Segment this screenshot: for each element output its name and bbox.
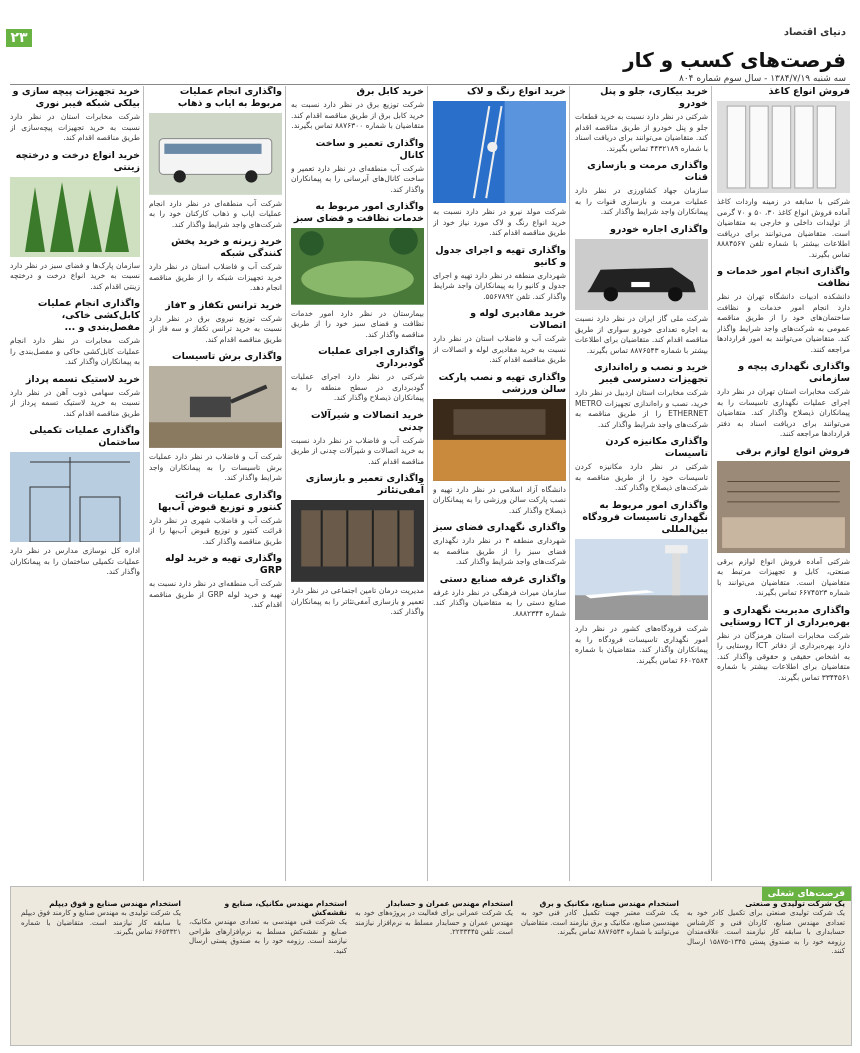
column-1	[717, 86, 850, 881]
ad-item	[575, 436, 708, 494]
ad-item	[717, 605, 850, 684]
ad-body: شرکت آب منطقه‌ای در نظر دارد تعمیر و ساخت کانال‌های آبرسانی را به پیمانکاران واگذار کند.	[291, 163, 424, 194]
column-divider	[143, 86, 144, 881]
ad-title: واگذاری انجام عملیات مربوط به ایاب و ذهاب	[177, 86, 282, 109]
ad-body: شرکت آب و فاضلاب در نظر دارد نسبت به خرید اتصالات و شیرآلات چدنی از طریق مناقصه اقدام کند.	[291, 435, 424, 466]
ad-title: فروش انواع کاغذ	[768, 86, 850, 97]
ad-item	[717, 361, 850, 440]
ad-item	[10, 425, 140, 578]
ad-item	[10, 150, 140, 293]
ad-body: سازمان پارک‌ها و فضای سبز در نظر دارد نسبت به خرید انواع درخت و درختچه زینتی اقدام کند.	[10, 260, 140, 291]
ad-title: واگذاری عملیات تکمیلی ساختمان	[29, 425, 140, 448]
airport-photo	[575, 539, 708, 621]
ad-body: سازمان جهاد کشاورزی در نظر دارد عملیات مرمت و بازسازی قنوات را به پیمانکاران واجد شرایط واگذار کند.	[575, 186, 708, 216]
factory-photo	[717, 461, 850, 553]
brand-name: دنیای اقتصاد	[783, 27, 846, 38]
job-title: استخدام مهندس مکانیک، صنایع و نقشه‌کش	[224, 899, 347, 917]
ad-body: شرکت مولد نیرو در نظر دارد نسبت به خرید انواع رنگ و لاک مورد نیاز خود از طریق مناقصه اقدام کند.	[433, 207, 566, 238]
ad-body: شرکتی در نظر دارد اجرای عملیات گودبرداری در سطح منطقه را به پیمانکاران ذیصلاح واگذار کند.	[291, 372, 424, 403]
ad-item	[149, 351, 282, 483]
ad-title: خرید کابل برق	[356, 86, 424, 97]
ad-item	[291, 473, 424, 617]
ad-title: خرید لاستیک تسمه پرداز	[25, 373, 140, 385]
classified-column	[189, 899, 347, 1043]
classified-jobs-box	[10, 886, 852, 1046]
column-divider	[427, 86, 428, 881]
ad-item	[291, 86, 424, 132]
ad-item	[433, 245, 566, 303]
ad-body: شرکت ملی گاز ایران در نظر دارد نسبت به اجاره تعدادی خودرو سواری از طریق مناقصه اقدام کند. متقاضیان برای اطلاعات بیشتر با شماره ۸۸۷۶۵۴۳ تماس بگیرند.	[575, 314, 708, 355]
page-number-tab: ۲۳	[6, 29, 32, 47]
job-title: یک شرکت تولیدی و صنعتی	[745, 899, 845, 908]
classified-column	[687, 899, 845, 1043]
ad-body: بیمارستان در نظر دارد امور خدمات نظافت و فضای سبز خود را از طریق مناقصه واگذار کند.	[291, 308, 424, 339]
classified-column	[521, 899, 679, 1043]
ad-item	[575, 362, 708, 430]
job-body: یک شرکت تولیدی صنعتی برای تکمیل کادر خود به تعدادی مهندس صنایع، کاردان فنی و کارشناس حسابداری با سابقه کار نیازمند است. علاقه‌مندان رزومه خود را به صندوق پستی ۱۳۴۵-۱۵۸۷۵ ارسال کنند.	[687, 909, 845, 955]
interior-photo	[291, 500, 424, 582]
ad-item	[433, 372, 566, 516]
ad-body: شرکت آب و فاضلاب استان در نظر دارد نسبت به خرید مقادیری لوله و اتصالات از طریق مناقصه اقدام کند.	[433, 334, 566, 365]
ad-item	[575, 224, 708, 357]
job-title: استخدام مهندس صنایع و فوق دیپلم	[49, 899, 181, 908]
ad-title: خرید انواع درخت و درختچه زینتی	[15, 149, 140, 173]
painter-photo	[433, 101, 566, 203]
ad-body: اداره کل نوسازی مدارس در نظر دارد عملیات تکمیلی ساختمان را به پیمانکاران واگذار کند.	[10, 546, 140, 576]
ad-title: خرید انواع رنگ و لاک	[466, 86, 566, 97]
job-body: یک شرکت تولیدی به مهندس صنایع و کارمند فوق دیپلم با سابقه کار نیازمند است. متقاضیان با شماره ۶۶۵۴۳۲۱ تماس بگیرند.	[21, 909, 181, 936]
column-5	[149, 86, 282, 881]
ad-item	[10, 86, 140, 144]
classified-column	[21, 899, 181, 1043]
ad-body: شرکت مخابرات استان تهران در نظر دارد اجرای عملیات نگهداری تاسیسات را به پیمانکاران ذیصلاح واگذار کند. متقاضیان می‌توانند برای دریافت اسناد به دفتر قراردادها مراجعه کنند.	[717, 387, 850, 439]
ad-item	[149, 553, 282, 611]
ad-title: واگذاری مرمت و بازسازی قنات	[587, 160, 708, 183]
ad-title: واگذاری اجاره خودرو	[609, 223, 708, 235]
column-2	[575, 86, 708, 881]
ad-item	[575, 500, 708, 667]
ad-body: دانشگاه آزاد اسلامی در نظر دارد تهیه و نصب پارکت سالن ورزشی را به پیمانکاران ذیصلاح واگذار کند.	[433, 484, 566, 515]
ad-title: واگذاری نگهداری پیچه و سازمانی	[738, 361, 850, 385]
ad-body: شهرداری منطقه ۳ در نظر دارد نگهداری فضای سبز را از طریق مناقصه به شرکت‌های واجد شرایط واگذار کند.	[433, 536, 566, 567]
ad-title: واگذاری مکانیزه کردن تاسیسات	[605, 436, 708, 460]
job-title: استخدام مهندس عمران و حسابدار	[386, 899, 513, 908]
ad-item	[433, 86, 566, 239]
ad-body: شرکت مخابرات استان هرمزگان در نظر دارد بهره‌برداری از دفاتر ICT روستایی را به اشخاص حقیقی و حقوقی واگذار کند. متقاضیان برای اطلاعات بیشتر با شماره ۳۳۴۴۵۶۱ تماس بگیرند.	[717, 630, 850, 682]
ad-body: شرکت آب منطقه‌ای در نظر دارد نسبت به تهیه و خرید لوله GRP از طریق مناقصه اقدام کند.	[149, 579, 282, 610]
ad-body: شرکت مخابرات استان در نظر دارد نسبت به خرید تجهیزات پیچه‌سازی از طریق مناقصه اقدام کند.	[10, 112, 140, 142]
ad-item	[10, 298, 140, 368]
ad-title: خرید و نصب و راه‌اندازی تجهیزات دسترسی فیبر	[594, 362, 708, 386]
column-4	[291, 86, 424, 881]
ad-title: واگذاری امور مربوط به نگهداری تاسیسات فرودگاه بین‌المللی	[582, 499, 708, 535]
header-rule	[10, 84, 850, 85]
construction-photo	[10, 452, 140, 542]
paper-rolls-photo	[717, 101, 850, 193]
ad-body: شرکت آب و فاضلاب استان در نظر دارد خرید تجهیزات شبکه را از طریق مناقصه انجام دهد.	[149, 262, 282, 293]
ads-columns	[10, 86, 850, 881]
ad-body: سازمان میراث فرهنگی در نظر دارد غرفه صنایع دستی را به متقاضیان واگذار کند. شماره ۸۸۸۲۳۴۴.	[433, 587, 566, 618]
ad-body: شرکت سهامی ذوب آهن در نظر دارد نسبت به خرید لاستیک تسمه پرداز از طریق مناقصه اقدام کند.	[10, 387, 140, 418]
ad-title: خرید زیرنه و خرید پخش کنندگی شبکه	[171, 236, 282, 260]
ad-item	[149, 86, 282, 230]
ad-title: واگذاری عملیات قرائت کنتور و توزیع قبوض آب‌بها	[158, 489, 282, 513]
ad-item	[10, 374, 140, 420]
ad-item	[575, 160, 708, 218]
ad-item	[291, 138, 424, 196]
ad-body: شرکتی در نظر دارد نسبت به خرید قطعات جلو و پنل خودرو از طریق مناقصه اقدام کند. متقاضیان می‌توانند برای دریافت اسناد با شماره ۴۴۳۲۱۸۹ تماس بگیرند.	[575, 112, 708, 153]
ad-item	[433, 308, 566, 366]
ad-item	[291, 410, 424, 468]
page-title: فرصت‌های کسب و کار	[623, 48, 846, 72]
ad-body: شرکت آب و فاضلاب در نظر دارد عملیات برش تاسیسات را به پیمانکاران واجد شرایط واگذار کند.	[149, 452, 282, 483]
ad-item	[149, 490, 282, 548]
ad-body: دانشکده ادبیات دانشگاه تهران در نظر دارد انجام امور خدمات و نظافت ساختمان‌های خود را از طریق مناقصه عمومی به شرکت‌های واجد شرایط واگذار کند. متقاضیان می‌توانند به امور قراردادها مراجعه کنند.	[717, 292, 850, 354]
ad-title: خرید مقادیری لوله و اتصالات	[470, 308, 566, 332]
ad-item	[433, 574, 566, 620]
ad-item	[717, 266, 850, 355]
ad-title: واگذاری برش تاسیسات	[172, 351, 282, 363]
golf-course-photo	[291, 228, 424, 305]
dateline: سه شنبه ۱۳۸۴/۷/۱۹ - سال سوم شماره ۸۰۴	[679, 74, 846, 84]
gym-photo	[433, 399, 566, 481]
column-divider	[711, 86, 712, 881]
column-divider	[569, 86, 570, 881]
ad-item	[149, 236, 282, 294]
ad-item	[291, 346, 424, 404]
ad-item	[433, 522, 566, 568]
ad-title: واگذاری امور مربوط به خدمات نظافت و فضای سبز	[293, 201, 424, 224]
ad-title: واگذاری اجرای عملیات گودبرداری	[318, 346, 424, 370]
car-photo	[575, 239, 708, 311]
excavator-photo	[149, 366, 282, 448]
column-divider	[285, 86, 286, 881]
ad-title: خرید اتصالات و شیرآلات چدنی	[310, 409, 424, 433]
ad-body: شرکت مخابرات در نظر دارد انجام عملیات کابل‌کشی خاکی و مفصل‌بندی را به پیمانکاران واگذار کند.	[10, 336, 140, 366]
ad-title: واگذاری مدیریت نگهداری و بهره‌برداری از ICT روستایی	[719, 604, 850, 628]
classified-label: فرصت‌های شغلی	[762, 887, 851, 901]
column-3	[433, 86, 566, 881]
ad-title: واگذاری تهیه و نصب پارکت سالن ورزشی	[438, 371, 566, 395]
ad-body: شرکت فرودگاه‌های کشور در نظر دارد امور نگهداری تاسیسات فرودگاه را به پیمانکاران واگذار کند. متقاضیان با شماره ۶۶۰۲۵۸۴ تماس بگیرند.	[575, 624, 708, 665]
ad-title: واگذاری غرفه صنایع دستی	[439, 573, 566, 585]
bus-photo	[149, 113, 282, 195]
job-body: یک شرکت فنی مهندسی به تعدادی مهندس مکانیک، صنایع و نقشه‌کش مسلط به نرم‌افزارهای طراحی نیازمند است. رزومه خود را به صندوق پستی ارسال کنید.	[189, 918, 347, 955]
job-body: یک شرکت معتبر جهت تکمیل کادر فنی خود به مهندسین صنایع، مکانیک و برق نیازمند است. متقاضیان می‌توانند با شماره ۸۸۷۶۵۴۳ تماس بگیرند.	[521, 909, 679, 936]
ad-title: واگذاری تهیه و اجرای جدول و کانیو	[435, 244, 566, 268]
ad-title: خرید ترانس تکفاز و ۳فاز	[165, 299, 282, 311]
ad-item	[149, 300, 282, 346]
ad-title: واگذاری نگهداری فضای سبز	[433, 522, 566, 534]
ad-body: شرکت توزیع برق در نظر دارد نسبت به خرید کابل برق از طریق مناقصه اقدام کند. متقاضیان با شماره ۸۸۷۶۳۰۰ تماس بگیرند.	[291, 100, 424, 130]
ad-title: واگذاری انجام امور خدمات و نظافت	[717, 266, 850, 290]
ad-title: واگذاری تعمیر و ساخت کانال	[315, 137, 424, 161]
job-body: یک شرکت عمرانی برای فعالیت در پروژه‌های خود به مهندس عمران و حسابدار مسلط به نرم‌افزار نیازمند است. تلفن ۲۲۳۳۴۴۵.	[355, 909, 513, 936]
ad-body: شرکت توزیع نیروی برق در نظر دارد نسبت به خرید ترانس تکفاز و سه فاز از طریق مناقصه اقدام کند.	[149, 313, 282, 344]
ad-title: خرید تجهیزات پیچه سازی و بیلکی شبکه فیبر نوری	[12, 86, 140, 109]
ad-item	[575, 86, 708, 154]
ad-body: مدیریت درمان تامین اجتماعی در نظر دارد تعمیر و بازسازی آمفی‌تئاتر را به پیمانکاران واگذار کند.	[291, 586, 424, 617]
ad-title: خرید بیکاری، جلو و پنل خودرو	[600, 86, 708, 109]
ad-title: واگذاری تهیه و خرید لوله GRP	[165, 553, 282, 577]
ad-body: شرکتی آماده فروش انواع لوازم برقی صنعتی، کابل و تجهیزات مرتبط به متقاضیان است. متقاضیان می‌توانند با شماره ۶۶۷۴۵۲۳ تماس بگیرند.	[717, 556, 850, 598]
ad-body: شرکتی با سابقه در زمینه واردات کاغذ آماده فروش انواع کاغذ ۳۰، ۵۰ و ۷۰ گرمی از تولیدات داخلی و خارجی به متقاضیان است. متقاضیان می‌توانند برای دریافت اطلاعات بیشتر با شماره تلفن ۸۸۸۴۵۶۷ تماس بگیرند.	[717, 197, 850, 259]
ad-item	[717, 86, 850, 260]
ad-title: واگذاری انجام عملیات کابل‌کشی خاکی، مفصل‌بندی و ...	[37, 298, 140, 333]
ad-body: شرکت آب و فاضلاب شهری در نظر دارد قرائت کنتور و توزیع قبوض آب‌بها را از طریق مناقصه واگذار کند.	[149, 515, 282, 546]
ad-body: شرکت آب منطقه‌ای در نظر دارد انجام عملیات ایاب و ذهاب کارکنان خود را به شرکت‌های واجد شرایط واگذار کند.	[149, 198, 282, 229]
trees-photo	[10, 177, 140, 257]
ad-body: شرکت مخابرات استان اردبیل در نظر دارد خرید، نصب و راه‌اندازی تجهیزات METRO ETHERNET را از طریق مناقصه به شرکت‌های واجد شرایط واگذار کند.	[575, 388, 708, 429]
ad-item	[717, 446, 850, 599]
job-title: استخدام مهندس صنایع، مکانیک و برق	[539, 899, 679, 908]
classified-column	[355, 899, 513, 1043]
column-6	[10, 86, 140, 881]
ad-title: فروش انواع لوازم برقی	[735, 445, 850, 457]
ad-item	[291, 201, 424, 340]
ad-title: واگذاری تعمیر و بازسازی آمفی‌تئاتر	[305, 473, 424, 497]
ad-body: شرکتی در نظر دارد مکانیزه کردن تاسیسات خود را از طریق مناقصه به شرکت‌های ذیصلاح واگذار کند.	[575, 462, 708, 493]
ad-body: شهرداری منطقه در نظر دارد تهیه و اجرای جدول و کانیو را به پیمانکاران واجد شرایط واگذار کند. تلفن ۵۵۶۷۸۹۲.	[433, 270, 566, 301]
